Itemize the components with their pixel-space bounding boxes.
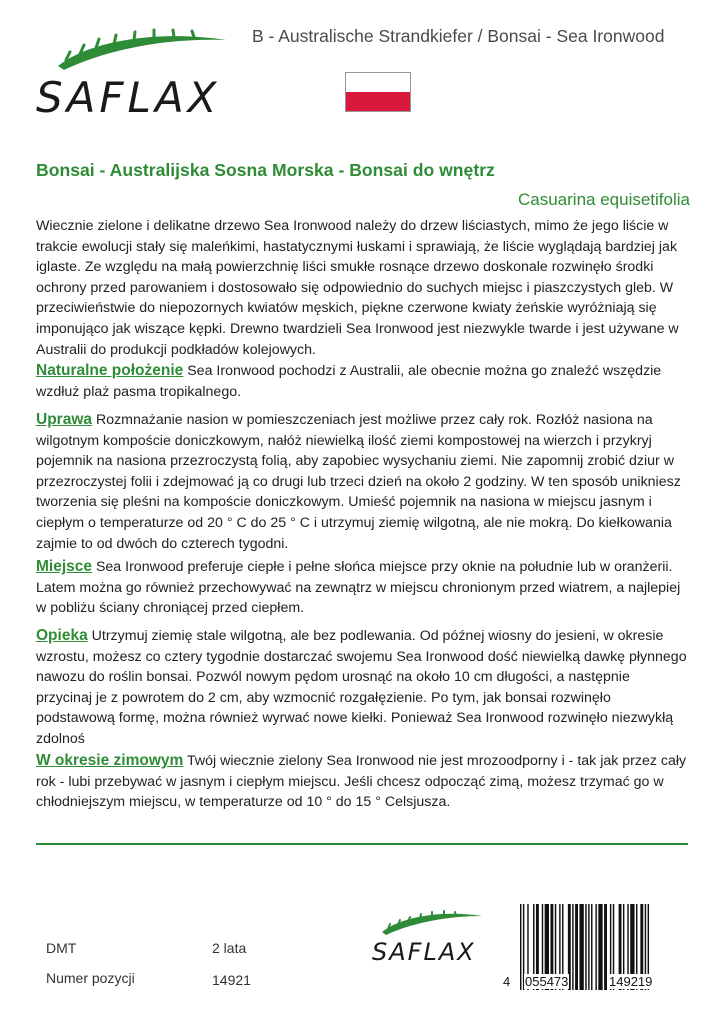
barcode-bar bbox=[595, 904, 596, 990]
product-title: Bonsai - Australijska Sosna Morska - Bonsai do wnętrz bbox=[36, 160, 495, 180]
care-text: Utrzymuj ziemię stale wilgotną, ale bez podlewania. Od późnej wiosny do jesieni, w okresie wzrostu, możesz co cztery tygodnie dostarczać swojemu Sea Ironwood dość niewielką dawkę płynnego nawozu do roślin bonsai. Pozwól nowym pędom urosnąć na około 10 cm długości, a następnie przycinaj je z powrotem do 2 cm, aby wzmocnić rozgałęzienie. Po tym, jak bonsai rozwinęło podstawową formę, można również wyrwać nowe kiełki. Ponieważ Sea Ironwood rozwinęło niezwykłą zdolnoś bbox=[36, 628, 687, 747]
dmt-value: 2 lata bbox=[212, 940, 247, 956]
logo-text: SAFLAX bbox=[36, 73, 221, 122]
header-title: B - Australische Strandkiefer / Bonsai - Sea Ironwood bbox=[252, 26, 665, 46]
location-text: Sea Ironwood preferuje ciepłe i pełne słońca miejsce przy oknie na południe lub w oranżerii. Latem można go również przechowywać na zewnątrz w miejscu chronionym przed wiatrem, a najlepiej w pobliżu ściany chroniącej przed ciepłem. bbox=[36, 559, 681, 617]
location-heading: Miejsce bbox=[36, 558, 93, 575]
position-number-label: Numer pozycji bbox=[46, 970, 135, 986]
poland-flag-icon bbox=[345, 72, 411, 112]
barcode-bar bbox=[604, 904, 607, 990]
barcode-bar bbox=[520, 904, 521, 990]
barcode-bar bbox=[588, 904, 589, 990]
latin-name: Casuarina equisetifolia bbox=[518, 190, 690, 209]
natural-habitat-heading: Naturalne położenie bbox=[36, 362, 184, 379]
barcode-bar bbox=[575, 904, 578, 990]
winter-heading: W okresie zimowym bbox=[36, 752, 184, 769]
winter-text: Twój wiecznie zielony Sea Ironwood nie jest mrozoodporny i - tak jak przez cały rok - lubi przebywać w jasnym i ciepłym miejscu. Jeśli chcesz odpocząć zimą, możesz trzymać go w chłodniejszym miejscu, w temperaturze od 10 ° do 15 ° Celsjusza. bbox=[36, 753, 687, 811]
section-divider bbox=[36, 843, 688, 845]
cultivation-text: Rozmnażanie nasion w pomieszczeniach jest możliwe przez cały rok. Rozłóż nasiona na wilgotnym kompoście doniczkowym, nałóż niewielką ilość ziemi kompostowej na wierzch i przykryj pojemnik na nasiona przezroczystą folią, aby zapobiec wysychaniu ziemi. Nie zapomnij zrobić dziur w przezroczystej folii i zdejmować ją co drugi lub trzeci dzień na około 2 godziny. W ten sposób unikniesz tworzenia się pleśni na kompoście doniczkowym. Umieść pojemnik na nasiona w miejscu jasnym i ciepłym o temperaturze od 20 ° C do 25 ° C i utrzymuj ziemię wilgotną, ale nie mokrą. Do kiełkowania zajmie to od dwóch do czterech tygodni. bbox=[36, 412, 681, 552]
barcode-right-digits: 149219 bbox=[609, 974, 653, 989]
position-number-value: 14921 bbox=[212, 972, 251, 988]
natural-habitat-paragraph bbox=[36, 361, 688, 402]
saflax-logo-small bbox=[368, 908, 488, 970]
winter-paragraph bbox=[36, 751, 688, 813]
intro-paragraph: Wiecznie zielone i delikatne drzewo Sea Ironwood należy do drzew liściastych, mimo że jego liście w trakcie ewolucji stały się maleńkimi, hastatycznymi łuskami i sprawiają, że liście wyglądają bardziej jak iglaste. Ze względu na małą powierzchnię liści smukłe rosnące drzewo doskonale rozwinęło środki ochrony przed parowaniem i dostosowało się odpowiednio do suchych miejsc i piaszczystych gleb. W przeciwieństwie do niepozornych kwiatów męskich, piękne czerwone kwiaty żeńskie wyróżniają się imponująco jak wiszące kępki. Drewno twardzieli Sea Ironwood jest niezwykle twarde i jest używane w Australii do produkcji podkładów kolejowych. bbox=[36, 218, 679, 358]
natural-habitat-text: Sea Ironwood pochodzi z Australii, ale obecnie można go znaleźć wszędzie wzdłuż plaż pasma tropikalnego. bbox=[36, 363, 662, 400]
barcode-first-digit: 4 bbox=[503, 974, 511, 989]
location-paragraph bbox=[36, 557, 688, 619]
barcode-bar bbox=[591, 904, 592, 990]
cultivation-heading: Uprawa bbox=[36, 411, 92, 428]
barcode-bar bbox=[572, 904, 573, 990]
care-paragraph bbox=[36, 626, 688, 750]
cultivation-paragraph bbox=[36, 410, 688, 554]
barcode-bar bbox=[598, 904, 602, 990]
care-heading: Opieka bbox=[36, 627, 88, 644]
dmt-label: DMT bbox=[46, 940, 77, 956]
saflax-logo bbox=[30, 26, 240, 126]
barcode-bar bbox=[585, 904, 586, 990]
barcode-bar bbox=[579, 904, 583, 990]
barcode-left-digits: 055473 bbox=[525, 974, 569, 989]
logo-small-text: SAFLAX bbox=[372, 938, 476, 966]
